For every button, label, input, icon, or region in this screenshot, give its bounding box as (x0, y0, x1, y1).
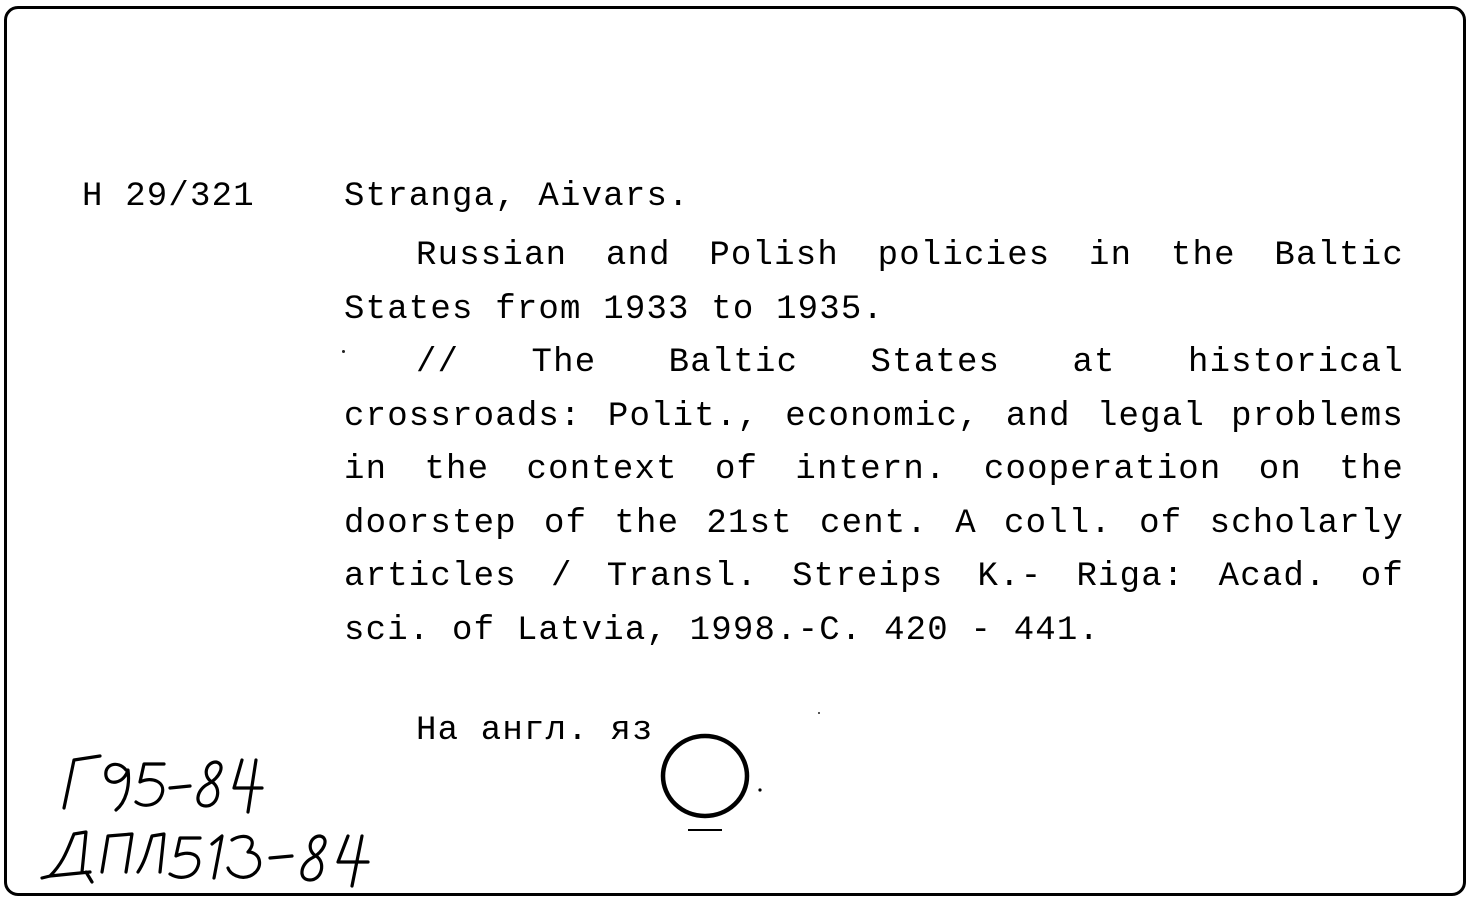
handwriting-line1-glyph-5 (136, 764, 164, 805)
stamp-circle (650, 730, 770, 840)
author-heading: Stranga, Aivars. (344, 178, 690, 216)
handwriting-line2-glyph-8 (302, 836, 325, 880)
ink-speck (342, 350, 345, 353)
bibliographic-description (344, 230, 1404, 658)
handwriting-line2-glyph-p (102, 834, 132, 872)
handwritten-call-numbers (30, 740, 410, 890)
handwriting-line1-dash (170, 786, 190, 788)
title-paragraph: Russian and Polish policies in the Baltic States from 1933 to 1935. (344, 237, 1404, 329)
ink-speck (818, 712, 820, 714)
handwriting-line1-glyph-4 (234, 760, 262, 812)
handwriting-line2-glyph-3 (228, 836, 260, 877)
handwriting-line2-glyph-l (138, 834, 164, 872)
handwriting-line1-glyph-8 (198, 762, 221, 806)
shelfmark: H 29/321 (82, 178, 255, 216)
handwriting-line2-glyph-d (42, 832, 92, 882)
source-paragraph: // The Baltic States at historical crossroads: Polit., economic, and legal problems in the context of intern. cooperation on the doorstep of the 21st cent. A coll. of scholarly articles / Transl. Streips K.- Riga: Acad. of sci. of Latvia, 1998.-C. 420 - 441. (344, 344, 1404, 650)
handwriting-line2-dash (270, 856, 292, 858)
handwriting-line2-glyph-4 (338, 836, 368, 886)
handwriting-line2-glyph-5 (170, 838, 200, 877)
language-note: На англ. яз (416, 712, 654, 750)
handwriting-line2-glyph-1 (212, 836, 222, 878)
handwriting-line1-glyph-g (64, 756, 100, 808)
handwriting-line1-glyph-9 (106, 764, 129, 810)
